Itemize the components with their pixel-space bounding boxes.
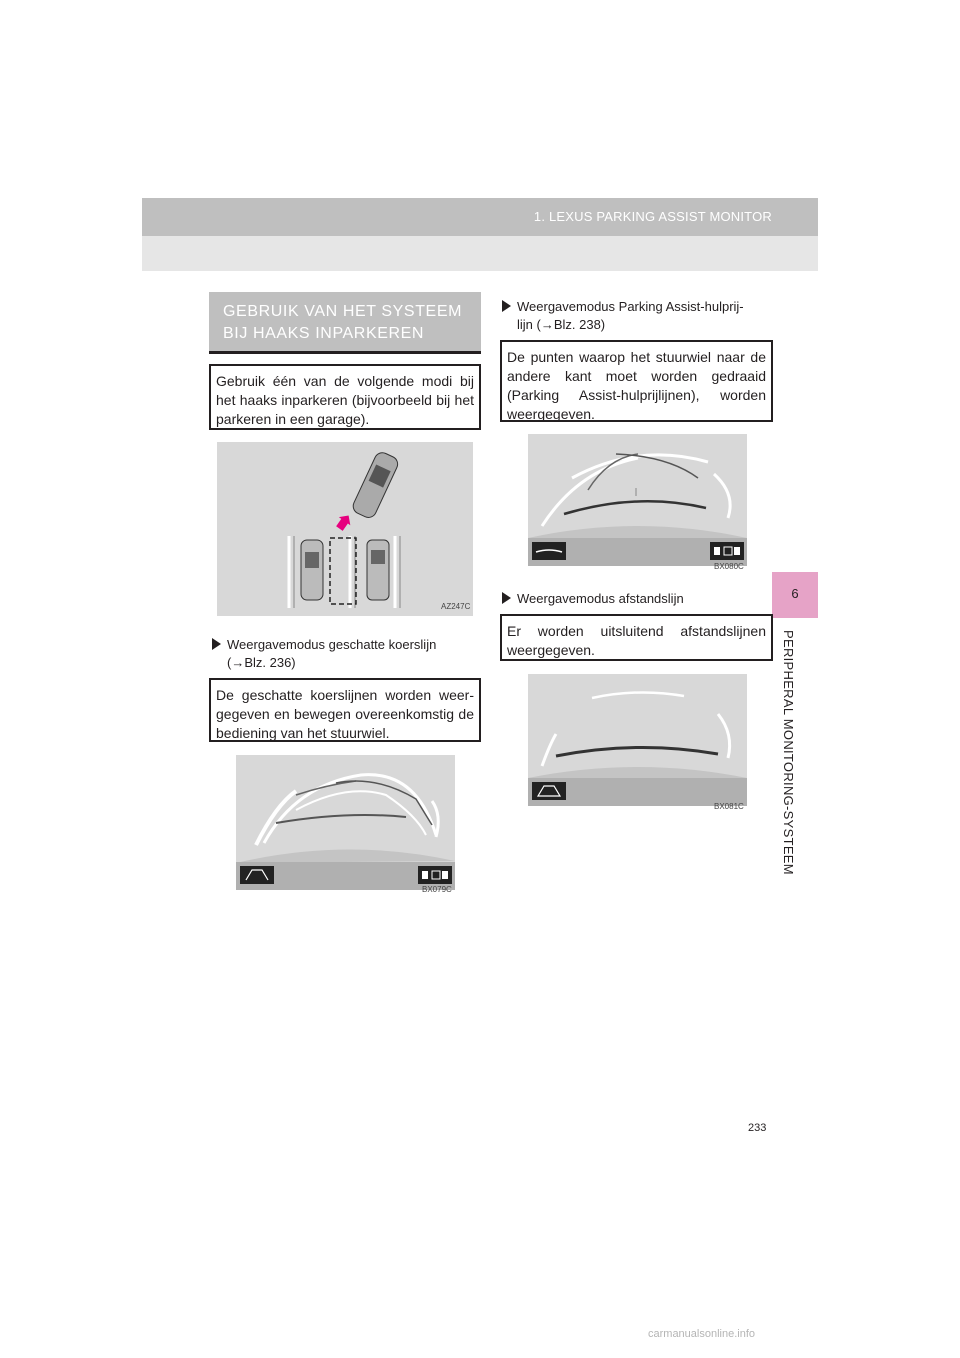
camera-view-estimated-course (236, 755, 455, 894)
mode-estimated-course-line (212, 636, 436, 672)
chapter-side-label: PERIPHERAL MONITORING-SYSTEEM (781, 630, 796, 875)
intro-box: Gebruik één van de volgende modi bij het haaks inparkeren (bijvoorbeeld bij het parkeren in een garage). (209, 364, 481, 430)
mode-description-box: De punten waarop het stuurwiel naar de andere kant moet worden gedraaid (Parking Assist-hulprijlijnen), worden weergegeven. (500, 340, 773, 422)
mode-page-ref: lijn (→Blz. 238) (517, 317, 606, 332)
figure-label: BX081C (714, 802, 744, 811)
section-title-line2: BIJ HAAKS INPARKEREN (223, 325, 425, 342)
header-strip (142, 198, 818, 236)
mode-title: Weergavemodus Parking Assist-hulprij- (517, 299, 744, 314)
mode-parking-assist-guide-line (502, 298, 744, 334)
section-title-line1: GEBRUIK VAN HET SYSTEEM (223, 303, 463, 320)
section-heading (209, 292, 481, 354)
camera-view-distance-line (528, 674, 747, 811)
mode-description-box: De geschatte koerslijnen worden weer-gegeven en bewegen overeenkomstig de bediening van het stuurwiel. (209, 678, 481, 742)
chapter-tab (772, 572, 818, 618)
mode-title: Weergavemodus geschatte koerslijn (227, 637, 437, 652)
bullet-triangle-icon (502, 592, 511, 604)
mode-distance-line (502, 590, 684, 608)
perpendicular-parking-illustration (217, 442, 473, 616)
figure-label: BX080C (714, 562, 744, 571)
mode-description-box: Er worden uitsluitend afstandslijnen weergegeven. (500, 614, 773, 661)
bullet-triangle-icon (502, 300, 511, 312)
mode-page-ref: (→Blz. 236) (227, 655, 296, 670)
figure-label: AZ247C (441, 602, 471, 611)
page-number: 233 (748, 1122, 767, 1134)
watermark: carmanualsonline.info (648, 1328, 756, 1340)
chapter-number: 6 (791, 586, 799, 601)
header-title: 1. LEXUS PARKING ASSIST MONITOR (533, 209, 772, 224)
bullet-triangle-icon (212, 638, 221, 650)
figure-label: BX079C (422, 885, 452, 894)
camera-view-parking-assist (528, 434, 747, 571)
page-header (142, 198, 818, 271)
mode-title: Weergavemodus afstandslijn (517, 591, 684, 606)
